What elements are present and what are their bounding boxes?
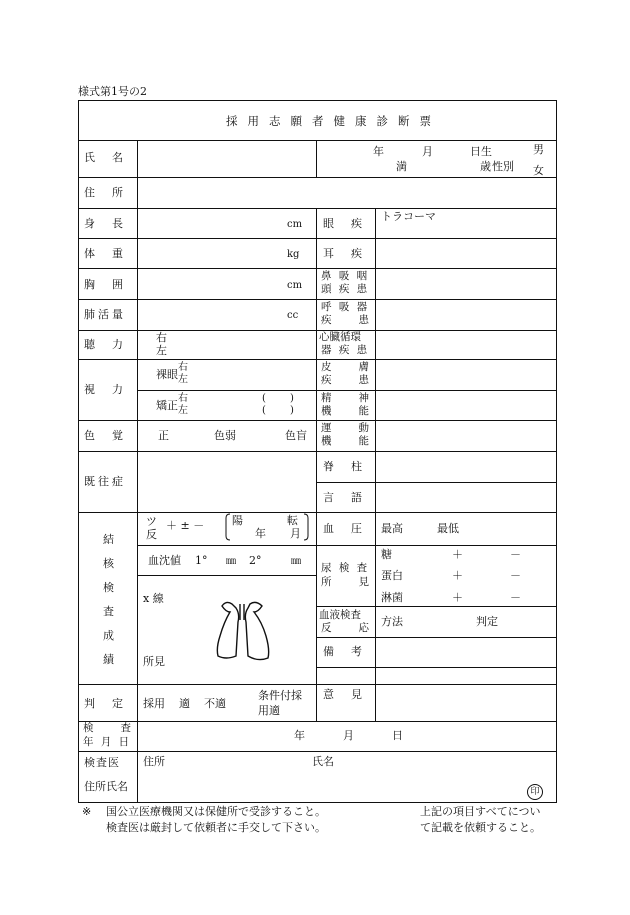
speech-label: 言 語 bbox=[323, 491, 365, 504]
nose-label-2: 頭 疾 患 bbox=[321, 283, 370, 295]
nose-label-1: 鼻 吸 咽 bbox=[321, 270, 370, 282]
motor-label-1: 運 動 bbox=[321, 422, 371, 434]
lung-label: 肺活量 bbox=[84, 308, 126, 321]
note-left-2: 検査医は厳封して依頼者に手交して下さい。 bbox=[106, 821, 326, 834]
urine-label-1: 尿 検 査 bbox=[321, 562, 370, 574]
tb-bracket-left bbox=[226, 514, 230, 540]
mental-label-2: 機 能 bbox=[321, 405, 371, 417]
hearing-left: 左 bbox=[156, 344, 167, 357]
tb-label-3: 検 bbox=[103, 581, 114, 594]
sugar-plus: ＋ bbox=[452, 548, 463, 561]
skin-label-2: 疾 患 bbox=[321, 374, 371, 386]
eye-label: 眼 疾 bbox=[323, 217, 365, 230]
vision-label: 視 力 bbox=[84, 383, 126, 396]
bp-high: 最高 bbox=[381, 522, 403, 535]
examiner-name: 氏名 bbox=[312, 755, 334, 768]
ear-label: 耳 疾 bbox=[323, 247, 365, 260]
judgment-cond-2: 用適 bbox=[258, 704, 280, 717]
tb-label-1: 結 bbox=[103, 533, 114, 546]
urine-label-2: 所 見 bbox=[321, 576, 371, 588]
tb-tsu: ツ bbox=[146, 515, 157, 528]
form-title: 採用志願者健康診断票 bbox=[226, 114, 441, 128]
color-normal: 正 bbox=[158, 429, 169, 442]
protein-minus: － bbox=[510, 569, 521, 582]
esr-mm-1: ㎜ bbox=[226, 556, 236, 567]
tb-han: 反 bbox=[146, 528, 157, 541]
blood-verdict: 判定 bbox=[476, 615, 498, 628]
judgment-label: 判 定 bbox=[84, 697, 126, 710]
heart-label-1: 心臓循環 bbox=[319, 331, 361, 343]
tb-label-2: 核 bbox=[103, 557, 114, 570]
judgment-cond-1: 条件付採 bbox=[258, 689, 302, 702]
tb-tsuki: 月 bbox=[290, 527, 301, 540]
examiner-address: 住所 bbox=[143, 755, 165, 768]
examiner-label-2: 住所氏名 bbox=[84, 780, 128, 793]
age-suffix-label: 歳 bbox=[480, 160, 491, 173]
hearing-right: 右 bbox=[156, 331, 167, 344]
tb-label-5: 成 bbox=[103, 629, 114, 642]
note-right-1: 上記の項目すべてについ bbox=[420, 805, 541, 818]
chest-label: 胸 囲 bbox=[84, 278, 126, 291]
sex-male: 男 bbox=[533, 143, 544, 156]
hearing-label: 聴 力 bbox=[84, 338, 126, 351]
skin-label-1: 皮 膚 bbox=[321, 361, 371, 373]
birth-year-label: 年 bbox=[373, 145, 384, 158]
tb-nen: 年 bbox=[255, 527, 266, 540]
bp-low: 最低 bbox=[437, 522, 459, 535]
paren-close-1: ) bbox=[290, 393, 294, 404]
judgment-fit: 適 bbox=[179, 697, 190, 710]
paren-close-2: ) bbox=[290, 405, 294, 416]
bp-label: 血 圧 bbox=[323, 522, 365, 535]
height-label: 身 長 bbox=[84, 217, 126, 230]
tb-label-6: 績 bbox=[103, 653, 114, 666]
resp-label-2: 疾 患 bbox=[321, 314, 371, 326]
blood-label-2: 反 応 bbox=[321, 622, 371, 634]
urine-gonorrhea: 淋菌 bbox=[381, 591, 403, 604]
paren-open-1: ( bbox=[262, 393, 266, 404]
chest-xray-sketch bbox=[217, 602, 268, 659]
xray-findings: 所見 bbox=[143, 655, 165, 668]
esr-first: 1° bbox=[195, 554, 208, 567]
exam-day: 日 bbox=[392, 729, 403, 742]
weight-label: 体 重 bbox=[84, 247, 126, 260]
birth-day-label: 日生 bbox=[470, 145, 492, 158]
xray-label: x 線 bbox=[143, 592, 164, 605]
urine-protein: 蛋白 bbox=[381, 569, 403, 582]
tb-label-4: 査 bbox=[103, 605, 114, 618]
color-weak: 色弱 bbox=[214, 429, 236, 442]
name-label: 氏 名 bbox=[84, 151, 126, 164]
opinion-label: 意 見 bbox=[323, 688, 365, 701]
vision-naked-left: 左 bbox=[178, 374, 188, 385]
vision-corrected-label: 矯正 bbox=[156, 399, 178, 412]
color-blind: 色盲 bbox=[285, 429, 307, 442]
urine-sugar: 糖 bbox=[381, 548, 392, 561]
judgment-unfit: 不適 bbox=[204, 697, 226, 710]
esr-label: 血沈値 bbox=[148, 554, 181, 567]
gonorrhea-minus: － bbox=[510, 591, 521, 604]
vision-naked-right: 右 bbox=[178, 362, 188, 373]
sex-label: 性別 bbox=[492, 160, 514, 173]
remarks-label: 備 考 bbox=[323, 645, 365, 658]
age-full-label: 満 bbox=[396, 160, 407, 173]
judgment-adopt: 採用 bbox=[143, 697, 165, 710]
exam-date-label-1: 検 査 bbox=[83, 722, 133, 734]
spine-label: 脊 柱 bbox=[323, 460, 365, 473]
tb-ten: 転 bbox=[287, 514, 298, 527]
chest-unit: cm bbox=[287, 280, 303, 291]
paren-open-2: ( bbox=[262, 405, 266, 416]
history-label: 既往症 bbox=[84, 475, 126, 488]
weight-unit: kg bbox=[287, 249, 300, 260]
note-left-1: 国公立医療機関又は保健所で受診すること。 bbox=[106, 805, 326, 818]
mental-label-1: 精 神 bbox=[321, 392, 371, 404]
sex-female: 女 bbox=[533, 164, 544, 177]
exam-year: 年 bbox=[294, 729, 305, 742]
lung-unit: cc bbox=[287, 310, 299, 321]
seal-mark: 印 bbox=[527, 784, 543, 800]
eye-value: トラコーマ bbox=[381, 210, 436, 223]
vision-corrected-left: 左 bbox=[178, 405, 188, 416]
tb-plus-minus: ＋ ± － bbox=[166, 519, 205, 532]
address-label: 住 所 bbox=[84, 186, 126, 199]
tb-yang: 陽 bbox=[232, 514, 243, 527]
birth-month-label: 月 bbox=[422, 145, 433, 158]
protein-plus: ＋ bbox=[452, 569, 463, 582]
gonorrhea-plus: ＋ bbox=[452, 591, 463, 604]
blood-method: 方法 bbox=[381, 615, 403, 628]
esr-second: 2° bbox=[249, 554, 262, 567]
motor-label-2: 機 能 bbox=[321, 435, 371, 447]
exam-month: 月 bbox=[343, 729, 354, 742]
examiner-label-1: 検査医 bbox=[84, 756, 120, 769]
sugar-minus: － bbox=[510, 548, 521, 561]
note-mark: ※ bbox=[82, 805, 92, 818]
color-vision-label: 色 覚 bbox=[84, 429, 126, 442]
blood-label-1: 血液検査 bbox=[319, 609, 361, 621]
exam-date-label-2: 年 月 日 bbox=[83, 736, 132, 748]
form-number: 様式第1号の2 bbox=[78, 85, 147, 98]
heart-label-2: 器 疾 患 bbox=[321, 344, 370, 356]
esr-mm-2: ㎜ bbox=[291, 556, 301, 567]
height-unit: cm bbox=[287, 219, 303, 230]
note-right-2: て記載を依頼すること。 bbox=[420, 821, 541, 834]
resp-label-1: 呼 吸 器 bbox=[321, 301, 370, 313]
vision-corrected-right: 右 bbox=[178, 393, 188, 404]
tb-bracket-right bbox=[304, 514, 308, 540]
vision-naked-label: 裸眼 bbox=[156, 368, 178, 381]
